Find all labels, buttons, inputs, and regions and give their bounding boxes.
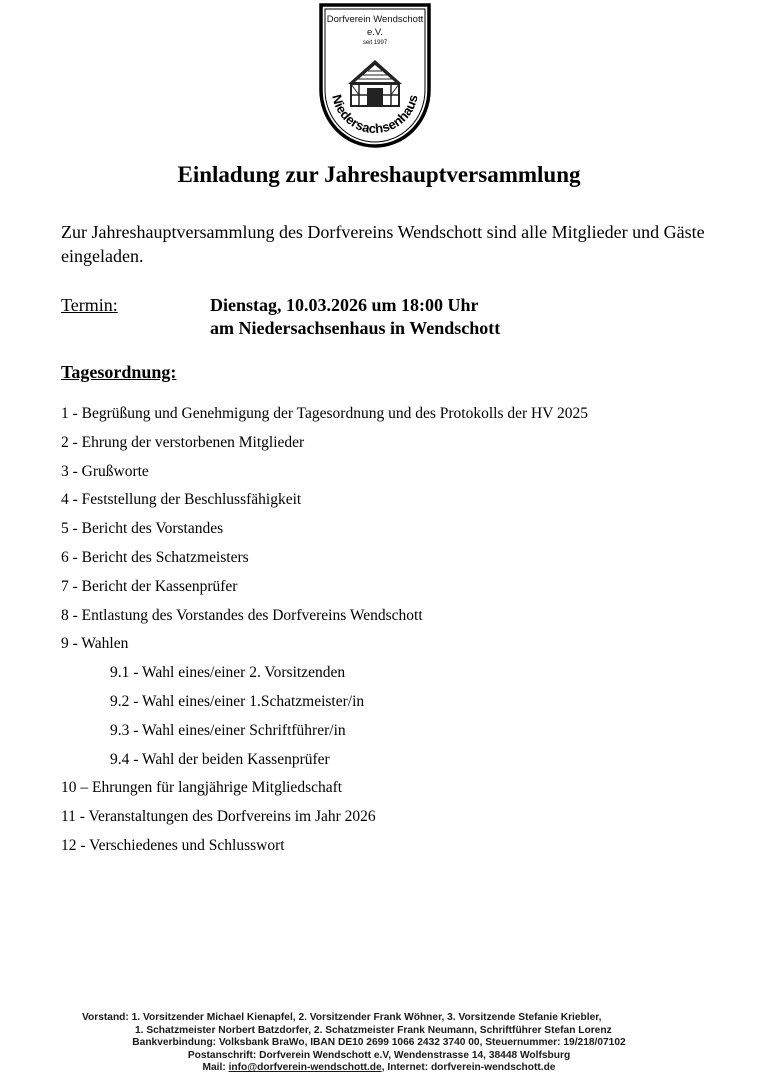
agenda-subitem: 9.3 - Wahl eines/einer Schriftführer/in	[110, 721, 346, 739]
agenda-item: 2 - Ehrung der verstorbenen Mitglieder	[61, 433, 305, 451]
agenda-item: 4 - Feststellung der Beschlussfähigkeit	[61, 491, 302, 509]
document-title: Einladung zur Jahreshauptversammlung	[177, 162, 581, 187]
agenda-item: 11 - Veranstaltungen des Dorfvereins im Jahr 2026	[61, 808, 376, 826]
agenda-list	[61, 404, 588, 865]
termin-location: am Niedersachsenhaus in Wendschott	[210, 318, 501, 338]
agenda-item: 12 - Verschiedenes und Schlusswort	[61, 836, 285, 854]
agenda-item: 3 - Grußworte	[61, 462, 149, 480]
agenda-subitem: 9.4 - Wahl der beiden Kassenprüfer	[110, 750, 330, 768]
agenda-subitem: 9.2 - Wahl eines/einer 1.Schatzmeister/in	[110, 692, 365, 710]
termin-date: Dienstag, 10.03.2026 um 18:00 Uhr	[210, 295, 479, 315]
agenda-item: 5 - Bericht des Vorstandes	[61, 520, 224, 538]
agenda-item: 7 - Bericht der Kassenprüfer	[61, 577, 238, 595]
agenda-item: 9 - Wahlen	[61, 635, 129, 653]
agenda-item: 10 – Ehrungen für langjährige Mitgliedschaft	[61, 779, 343, 797]
footer-address: Postanschrift: Dorfverein Wendschott e.V, Wendenstrasse 14, 38448 Wolfsburg	[187, 1049, 571, 1061]
footer-board-line1: Vorstand: 1. Vorsitzender Michael Kienapfel, 2. Vorsitzender Frank Wöhner, 3. Vorsitzende Stefanie Kriebler,	[82, 1012, 602, 1023]
footer-contact	[0, 1062, 758, 1075]
agenda-item: 6 - Bericht des Schatzmeisters	[61, 548, 249, 566]
footer-board-line2: 1. Schatzmeister Norbert Batzdorfer, 2. Schatzmeister Frank Neumann, Schriftführer Stefan Lorenz	[135, 1024, 612, 1036]
agenda-heading: Tagesordnung:	[61, 362, 177, 382]
footer-mail-label: Mail:	[202, 1062, 226, 1074]
intro-paragraph: Zur Jahreshauptversammlung des Dorfvereins Wendschott sind alle Mitglieder und Gäste eingeladen.	[61, 222, 705, 266]
footer-bank: Bankverbindung: Volksbank BraWo, IBAN DE10 2699 1066 2432 3740 00, Steuernummer: 19/218/07102	[132, 1037, 626, 1049]
agenda-subitem: 9.1 - Wahl eines/einer 2. Vorsitzenden	[110, 664, 346, 682]
logo-club-name: Dorfverein Wendschott	[326, 14, 424, 25]
club-logo	[318, 2, 432, 150]
logo-arc-text: Niedersachsenhaus	[329, 93, 421, 137]
agenda-item: 8 - Entlastung des Vorstandes des Dorfvereins Wendschott	[61, 606, 423, 624]
agenda-item: 1 - Begrüßung und Genehmigung der Tagesordnung und des Protokolls der HV 2025	[61, 405, 588, 422]
logo-ev: e.V.	[366, 27, 384, 38]
termin-label: Termin:	[61, 295, 118, 315]
footer-mail-link[interactable]: info@dorfverein-wendschott.de	[228, 1062, 382, 1074]
logo-since: seit 1997	[362, 40, 388, 46]
footer-internet: , Internet: dorfverein-wendschott.de	[381, 1062, 556, 1074]
footer	[0, 1012, 758, 1075]
